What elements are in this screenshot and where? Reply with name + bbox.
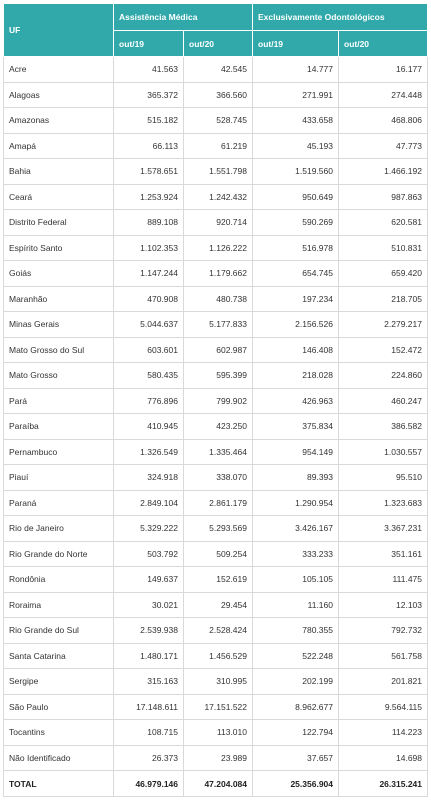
medical-out20-cell: 61.219 [184,133,253,159]
medical-out19-cell: 1.102.353 [114,235,184,261]
table-row [4,82,428,108]
dental-out19-cell: 197.234 [253,286,339,312]
table-row [4,159,428,185]
medical-out20-cell: 1.335.464 [184,439,253,465]
dental-out20-cell: 218.705 [339,286,428,312]
medical-out19-cell: 365.372 [114,82,184,108]
medical-out20-cell: 17.151.522 [184,694,253,720]
dental-out19-cell: 202.199 [253,669,339,695]
table-row [4,286,428,312]
medical-out19-cell: 66.113 [114,133,184,159]
dental-out19-cell: 375.834 [253,414,339,440]
dental-out20-cell: 111.475 [339,567,428,593]
dental-out19-cell: 89.393 [253,465,339,491]
table-row [4,363,428,389]
medical-out19-cell: 2.539.938 [114,618,184,644]
medical-out20-cell: 5.177.833 [184,312,253,338]
medical-out19-cell: 149.637 [114,567,184,593]
medical-out19-cell: 2.849.104 [114,490,184,516]
dental-out20-cell: 351.161 [339,541,428,567]
medical-out19-cell: 26.373 [114,745,184,771]
dental-out19-cell: 333.233 [253,541,339,567]
uf-cell: Tocantins [4,720,114,746]
dental-out20-cell: 95.510 [339,465,428,491]
dental-out20-cell: 9.564.115 [339,694,428,720]
medical-out19-cell: 1.253.924 [114,184,184,210]
medical-out20-header: out/20 [184,31,253,57]
dental-out19-cell: 271.991 [253,82,339,108]
dental-out20-cell: 510.831 [339,235,428,261]
uf-cell: Sergipe [4,669,114,695]
uf-cell: Rio de Janeiro [4,516,114,542]
table-row [4,388,428,414]
uf-cell: São Paulo [4,694,114,720]
medical-out19-cell: 1.578.651 [114,159,184,185]
total-label: TOTAL [4,771,114,797]
dental-only-header: Exclusivamente Odontológicos [253,4,428,31]
dental-out19-cell: 516.978 [253,235,339,261]
medical-out20-cell: 5.293.569 [184,516,253,542]
dental-out20-cell: 152.472 [339,337,428,363]
dental-out20-cell: 987.863 [339,184,428,210]
dental-out19-cell: 590.269 [253,210,339,236]
uf-cell: Rondônia [4,567,114,593]
dental-out19-cell: 522.248 [253,643,339,669]
medical-out20-cell: 42.545 [184,57,253,83]
medical-out19-cell: 5.329.222 [114,516,184,542]
dental-out19-cell: 8.962.677 [253,694,339,720]
table-row [4,210,428,236]
dental-out19-cell: 45.193 [253,133,339,159]
medical-out20-cell: 423.250 [184,414,253,440]
table-row [4,720,428,746]
medical-out20-cell: 366.560 [184,82,253,108]
dental-out20-cell: 1.030.557 [339,439,428,465]
medical-out19-cell: 1.326.549 [114,439,184,465]
dental-out20-cell: 201.821 [339,669,428,695]
uf-cell: Paraná [4,490,114,516]
uf-cell: Pernambuco [4,439,114,465]
uf-cell: Amapá [4,133,114,159]
medical-out20-cell: 310.995 [184,669,253,695]
medical-out19-cell: 776.896 [114,388,184,414]
uf-cell: Rio Grande do Norte [4,541,114,567]
medical-out20-cell: 23.989 [184,745,253,771]
beneficiaries-table [3,3,428,797]
uf-cell: Goiás [4,261,114,287]
dental-out19-cell: 105.105 [253,567,339,593]
medical-out20-cell: 1.126.222 [184,235,253,261]
uf-cell: Mato Grosso [4,363,114,389]
medical-out20-cell: 602.987 [184,337,253,363]
medical-out20-cell: 509.254 [184,541,253,567]
medical-out19-header: out/19 [114,31,184,57]
dental-out20-cell: 792.732 [339,618,428,644]
table-row [4,694,428,720]
medical-out19-cell: 30.021 [114,592,184,618]
dental-out20-cell: 2.279.217 [339,312,428,338]
dental-out19-cell: 2.156.526 [253,312,339,338]
medical-out20-cell: 1.179.662 [184,261,253,287]
dental-out19-cell: 426.963 [253,388,339,414]
table-row [4,643,428,669]
dental-out19-cell: 954.149 [253,439,339,465]
dental-out20-cell: 561.758 [339,643,428,669]
medical-out20-cell: 1.551.798 [184,159,253,185]
medical-out19-cell: 580.435 [114,363,184,389]
total-medical-out20: 47.204.084 [184,771,253,797]
table-row [4,57,428,83]
table-row [4,618,428,644]
table-row [4,490,428,516]
dental-out20-cell: 1.323.683 [339,490,428,516]
medical-out19-cell: 5.044.637 [114,312,184,338]
uf-cell: Pará [4,388,114,414]
dental-out20-cell: 3.367.231 [339,516,428,542]
dental-out19-header: out/19 [253,31,339,57]
medical-out19-cell: 315.163 [114,669,184,695]
dental-out20-cell: 620.581 [339,210,428,236]
uf-cell: Roraima [4,592,114,618]
dental-out19-cell: 950.649 [253,184,339,210]
medical-out19-cell: 1.480.171 [114,643,184,669]
total-row [4,771,428,797]
medical-out20-cell: 480.738 [184,286,253,312]
table-row [4,567,428,593]
dental-out19-cell: 1.519.560 [253,159,339,185]
dental-out19-cell: 3.426.167 [253,516,339,542]
table-row [4,669,428,695]
dental-out19-cell: 14.777 [253,57,339,83]
dental-out20-cell: 1.466.192 [339,159,428,185]
medical-out20-cell: 595.399 [184,363,253,389]
table-row [4,592,428,618]
medical-out19-cell: 470.908 [114,286,184,312]
table-row [4,235,428,261]
dental-out20-cell: 224.860 [339,363,428,389]
medical-out19-cell: 17.148.611 [114,694,184,720]
table-row [4,541,428,567]
uf-cell: Distrito Federal [4,210,114,236]
dental-out20-cell: 47.773 [339,133,428,159]
medical-out20-cell: 528.745 [184,108,253,134]
uf-cell: Maranhão [4,286,114,312]
uf-cell: Acre [4,57,114,83]
table-row [4,108,428,134]
medical-out20-cell: 338.070 [184,465,253,491]
dental-out20-cell: 659.420 [339,261,428,287]
uf-cell: Ceará [4,184,114,210]
table-row [4,414,428,440]
medical-out20-cell: 152.619 [184,567,253,593]
medical-out19-cell: 410.945 [114,414,184,440]
dental-out20-cell: 114.223 [339,720,428,746]
uf-cell: Mato Grosso do Sul [4,337,114,363]
uf-cell: Não Identificado [4,745,114,771]
dental-out20-cell: 468.806 [339,108,428,134]
table-row [4,133,428,159]
medical-out19-cell: 324.918 [114,465,184,491]
dental-out19-cell: 780.355 [253,618,339,644]
uf-cell: Minas Gerais [4,312,114,338]
dental-out19-cell: 654.745 [253,261,339,287]
dental-out20-cell: 14.698 [339,745,428,771]
dental-out20-cell: 460.247 [339,388,428,414]
uf-cell: Rio Grande do Sul [4,618,114,644]
uf-cell: Bahia [4,159,114,185]
uf-cell: Paraíba [4,414,114,440]
dental-out19-cell: 146.408 [253,337,339,363]
medical-out20-cell: 920.714 [184,210,253,236]
total-dental-out19: 25.356.904 [253,771,339,797]
table-row [4,745,428,771]
dental-out20-cell: 16.177 [339,57,428,83]
medical-out19-cell: 503.792 [114,541,184,567]
dental-out19-cell: 1.290.954 [253,490,339,516]
table-row [4,465,428,491]
dental-out20-cell: 386.582 [339,414,428,440]
table-row [4,312,428,338]
medical-out20-cell: 1.242.432 [184,184,253,210]
uf-cell: Alagoas [4,82,114,108]
medical-out19-cell: 108.715 [114,720,184,746]
medical-out19-cell: 1.147.244 [114,261,184,287]
total-medical-out19: 46.979.146 [114,771,184,797]
medical-out20-cell: 113.010 [184,720,253,746]
table-row [4,516,428,542]
medical-out20-cell: 2.861.179 [184,490,253,516]
medical-out20-cell: 29.454 [184,592,253,618]
medical-out20-cell: 2.528.424 [184,618,253,644]
dental-out19-cell: 11.160 [253,592,339,618]
medical-out19-cell: 41.563 [114,57,184,83]
table-row [4,337,428,363]
table-row [4,184,428,210]
dental-out20-header: out/20 [339,31,428,57]
medical-out19-cell: 603.601 [114,337,184,363]
table-row [4,261,428,287]
medical-out19-cell: 515.182 [114,108,184,134]
dental-out19-cell: 218.028 [253,363,339,389]
medical-assistance-header: Assistência Médica [114,4,253,31]
medical-out20-cell: 799.902 [184,388,253,414]
dental-out20-cell: 274.448 [339,82,428,108]
uf-cell: Espírito Santo [4,235,114,261]
total-dental-out20: 26.315.241 [339,771,428,797]
dental-out19-cell: 122.794 [253,720,339,746]
beneficiaries-table-container [3,3,427,797]
table-body [4,57,428,771]
dental-out19-cell: 433.658 [253,108,339,134]
medical-out20-cell: 1.456.529 [184,643,253,669]
uf-cell: Santa Catarina [4,643,114,669]
uf-cell: Piauí [4,465,114,491]
uf-header: UF [4,4,114,57]
uf-cell: Amazonas [4,108,114,134]
medical-out19-cell: 889.108 [114,210,184,236]
dental-out20-cell: 12.103 [339,592,428,618]
table-row [4,439,428,465]
dental-out19-cell: 37.657 [253,745,339,771]
